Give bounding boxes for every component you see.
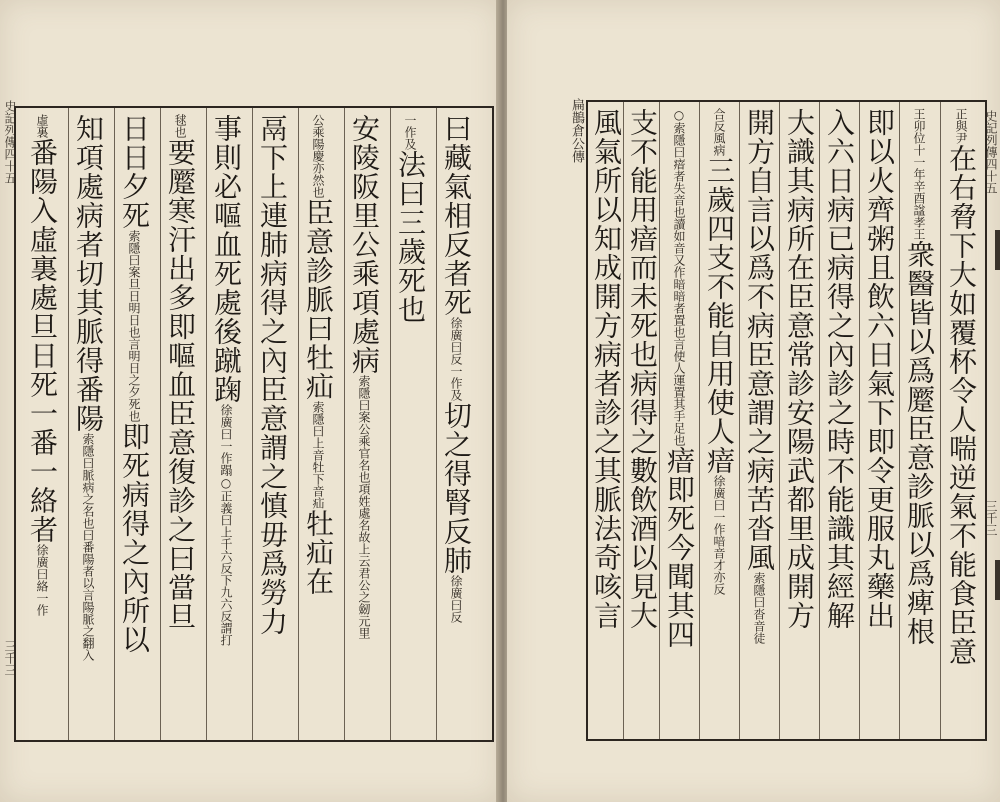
text-column [256,114,289,636]
main-text: 安陵阪里公乘項處病 [348,114,381,375]
annotation: 正與尹 [954,108,968,144]
main-text: 鬲下上連肺病得之內臣意謂之慎毋爲勞力 [256,114,289,636]
annotation: 索隱曰沓音徒 [752,572,766,644]
right-page-edge-label: 史記列傳四十五 [984,110,998,194]
main-text: 開方自言以爲不病臣意謂之病苦沓風 [743,108,776,572]
column-rule [436,108,437,740]
main-text: 瘖即死今聞其四 [663,446,696,649]
column-rule [739,102,740,739]
annotation: 虛裏 [35,114,49,138]
text-column [903,108,936,646]
annotation: 索隱曰案旦日明日也言明日之夕死也 [127,230,141,422]
main-text: 牡疝在 [302,509,335,596]
column-rule [940,102,941,739]
main-text: 曰藏氣相反者死 [440,114,473,317]
left-text-frame [14,106,494,742]
text-column [26,114,59,616]
main-text: 三歲四支不能自用使人瘖 [703,156,736,475]
text-column [118,114,151,654]
main-text: 衆醫皆以爲蹷臣意診脈以爲痺根 [903,240,936,646]
annotation: 一作及 [403,114,417,150]
annotation: 合反風病 [712,108,726,156]
column-rule [699,102,700,739]
right-page-folio: 三千三 [984,500,998,536]
annotation: 徐廣曰絡一作 [35,544,49,616]
right-page [507,0,1000,802]
column-rule [114,108,115,740]
main-text: 即死病得之內所以 [118,422,151,654]
column-rule [899,102,900,739]
annotation: ○索隱曰瘖者失音也讀如音又作暗暗者置也言使人運置其手足也 [672,108,686,446]
main-text: 日日夕死 [118,114,151,230]
text-column [210,114,243,646]
main-text: 在右脅下大如覆杯令人喘逆氣不能食臣意 [945,144,978,666]
text-column [590,108,623,630]
text-column [823,108,856,630]
annotation: 索隱曰脈病之名也曰番陽者以言陽脈之翻入 [81,433,95,661]
text-column [783,108,816,630]
chapter-heading: 扁鵲倉公傳 [569,98,584,163]
annotation: 徐廣曰一作喑音才亦反 [712,475,726,595]
left-page-edge-label: 史記列傳四十五 [3,100,17,184]
text-column [863,108,896,630]
fore-edge-tab [995,560,1000,600]
left-page-folio: 三千三 [3,640,17,676]
main-text: 支不能用瘖而未死也病得之數飲酒以見大 [626,108,659,630]
annotation: 徐廣曰一作蹋○正義曰上千六反下九六反謂打 [219,404,233,646]
main-text: 風氣所以知成開方病者診之其脈法奇咳言 [590,108,623,630]
column-rule [859,102,860,739]
column-rule [160,108,161,740]
main-text: 入六日病已病得之內診之時不能識其經解 [823,108,856,630]
text-column [743,108,776,644]
column-rule [659,102,660,739]
column-rule [68,108,69,740]
main-text: 即以火齊粥且飲六日氣下即令更服丸藥出 [863,108,896,630]
text-column [348,114,381,639]
fore-edge-tab [995,230,1000,270]
column-rule [252,108,253,740]
text-column [663,108,696,649]
main-text: 番陽入虛裏處旦日死一番一絡者 [26,138,59,544]
text-column [164,114,197,631]
annotation: 王卯位十一年辛酉諡孝王 [912,108,926,240]
text-column [626,108,659,630]
column-rule [779,102,780,739]
main-text: 臣意診脈曰牡疝 [302,198,335,401]
column-rule [298,108,299,740]
column-rule [623,102,624,739]
column-rule [206,108,207,740]
main-text: 切之得腎反肺 [440,401,473,575]
annotation: 徐廣曰反 [449,575,463,623]
text-column [945,108,978,666]
column-rule [819,102,820,739]
column-rule [344,108,345,740]
annotation: 公乘陽慶亦然也 [311,114,325,198]
text-column [72,114,105,661]
main-text: 事則必嘔血死處後蹴踘 [210,114,243,404]
main-text: 法曰三歲死也 [394,150,427,324]
text-column [703,108,736,595]
annotation: 索隱曰上音牡下音疝 [311,401,325,509]
text-column [394,114,427,324]
main-text: 要蹷寒汗出多即嘔血臣意復診之曰當旦 [164,138,197,631]
annotation: 索隱曰案公乘官名也項姓處名故上云君公之劒元里 [357,375,371,639]
annotation: 毬也 [173,114,187,138]
main-text: 大識其病所在臣意常診安陽武都里成開方 [783,108,816,630]
right-text-frame [586,100,987,741]
column-rule [390,108,391,740]
text-column [440,114,473,623]
text-column [302,114,335,596]
main-text: 知項處病者切其脈得番陽 [72,114,105,433]
annotation: 徐廣曰反一作及 [449,317,463,401]
